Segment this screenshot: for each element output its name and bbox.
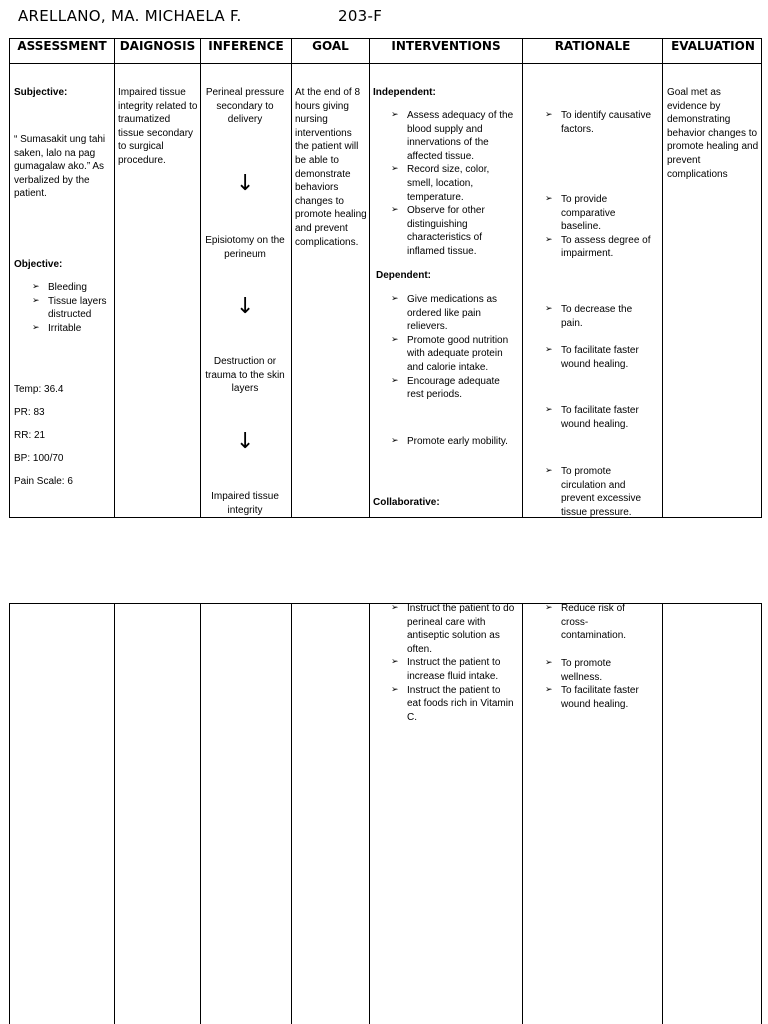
vital-pr: PR: 83: [14, 407, 45, 418]
intervention-item: ➢ Assess adequacy of the blood supply and innervations of the affected tissue.: [391, 109, 515, 163]
evaluation-statement: Goal met as evidence by demonstrating behavior changes to promote healing and prevent complications: [667, 87, 759, 180]
down-arrow-icon: ↓: [236, 429, 255, 454]
rationale-item: ➢ To facilitate faster wound healing.: [545, 684, 653, 711]
inference-step-1: Perineal pressure secondary to delivery: [205, 87, 285, 126]
rationale-list-c: [545, 303, 653, 330]
rationale-item: ➢ To promote circulation and prevent excessive tissue pressure.: [545, 465, 653, 519]
collaborative-label: Collaborative:: [373, 497, 440, 508]
column-divider: [114, 604, 115, 1024]
inference-step-4: Impaired tissue integrity: [211, 491, 279, 516]
nursing-diagnosis: Impaired tissue integrity related to traumatized tissue secondary to surgical procedure.: [118, 87, 198, 166]
intervention-item: ➢ Encourage adequate rest periods.: [391, 375, 515, 402]
subjective-label: Subjective:: [14, 87, 68, 98]
col-header-rationale: RATIONALE: [554, 39, 631, 53]
col-header-inference: INFERENCE: [208, 39, 284, 53]
intervention-item: ➢ Give medications as ordered like pain relievers.: [391, 293, 515, 334]
student-name: ARELLANO, MA. MICHAELA F.: [18, 7, 242, 25]
care-plan-table-continued: [9, 603, 762, 1024]
vital-pain-scale: Pain Scale: 6: [14, 476, 73, 487]
goal-statement: At the end of 8 hours giving nursing interventions the patient will be able to demonstrate behaviors changes to promote healing and prevent complications.: [295, 87, 367, 248]
column-divider: [291, 604, 292, 1024]
independent-label: Independent:: [373, 87, 436, 98]
intervention-item: ➢ Promote early mobility.: [391, 435, 515, 449]
intervention-item: ➢ Instruct the patient to increase fluid intake.: [391, 656, 515, 683]
intervention-item: ➢ Record size, color, smell, location, temperature.: [391, 163, 515, 204]
column-divider: [662, 39, 663, 517]
care-plan-table: [9, 38, 762, 518]
column-divider: [522, 39, 523, 517]
section-label: 203-F: [338, 7, 383, 25]
document-header: [18, 7, 383, 25]
inference-step-2: Episiotomy on the perineum: [205, 235, 285, 260]
column-divider: [200, 39, 201, 517]
objective-label: Objective:: [14, 259, 63, 270]
col-header-goal: GOAL: [312, 39, 349, 53]
collaborative-list: [391, 602, 515, 724]
down-arrow-icon: ↓: [236, 294, 255, 319]
intervention-item: ➢ Promote good nutrition with adequate protein and calorie intake.: [391, 334, 515, 375]
rationale-item: ➢ To decrease the pain.: [545, 303, 653, 330]
column-divider: [369, 604, 370, 1024]
intervention-item: ➢ Instruct the patient to eat foods rich in Vitamin C.: [391, 684, 515, 725]
intervention-item: ➢ Observe for other distinguishing characteristics of inflamed tissue.: [391, 204, 515, 258]
rationale-list-f: [545, 465, 653, 519]
col-header-interventions: INTERVENTIONS: [391, 39, 501, 53]
column-divider: [200, 604, 201, 1024]
column-divider: [522, 604, 523, 1024]
dependent-list: [391, 293, 515, 402]
objective-list: [32, 281, 108, 335]
rationale-item: ➢ To assess degree of impairment.: [545, 234, 653, 261]
mobility-list: [391, 435, 515, 449]
independent-list: [391, 109, 515, 259]
rationale-item: ➢ Reduce risk of cross-contamination.: [545, 602, 645, 643]
vital-bp: BP: 100/70: [14, 453, 64, 464]
header-divider: [10, 63, 761, 64]
vital-rr: RR: 21: [14, 430, 46, 441]
column-divider: [662, 604, 663, 1024]
col-header-evaluation: EVALUATION: [671, 39, 755, 53]
vital-temp: Temp: 36.4: [14, 384, 64, 395]
rationale-item: ➢ To facilitate faster wound healing.: [545, 404, 653, 431]
rationale-list-e: [545, 404, 653, 431]
column-divider: [369, 39, 370, 517]
rationale-list-a: [545, 109, 653, 136]
objective-item: ➢ Irritable: [32, 322, 108, 336]
dependent-label: Dependent:: [376, 270, 431, 281]
rationale-item: ➢ To provide comparative baseline.: [545, 193, 653, 234]
objective-item: ➢ Bleeding: [32, 281, 108, 295]
down-arrow-icon: ↓: [236, 171, 255, 196]
rationale-item: ➢ To facilitate faster wound healing.: [545, 344, 653, 371]
subjective-quote: “ Sumasakit ung tahi saken, lalo na pag gumagalaw ako.” As verbalized by the patient.: [14, 134, 106, 200]
column-divider: [291, 39, 292, 517]
rationale-list-d: [545, 344, 653, 371]
col-header-assessment: ASSESSMENT: [17, 39, 107, 53]
rationale-list-g: [545, 602, 645, 643]
rationale-list-h: [545, 657, 653, 711]
objective-item: ➢ Tissue layers distructed: [32, 295, 108, 322]
inference-step-3: Destruction or trauma to the skin layers: [205, 356, 285, 395]
intervention-item: ➢ Instruct the patient to do perineal care with antiseptic solution as often.: [391, 602, 515, 656]
col-header-diagnosis: DAIGNOSIS: [119, 39, 196, 53]
column-divider: [114, 39, 115, 517]
rationale-list-b: [545, 193, 653, 261]
rationale-item: ➢ To identify causative factors.: [545, 109, 653, 136]
rationale-item: ➢ To promote wellness.: [545, 657, 653, 684]
